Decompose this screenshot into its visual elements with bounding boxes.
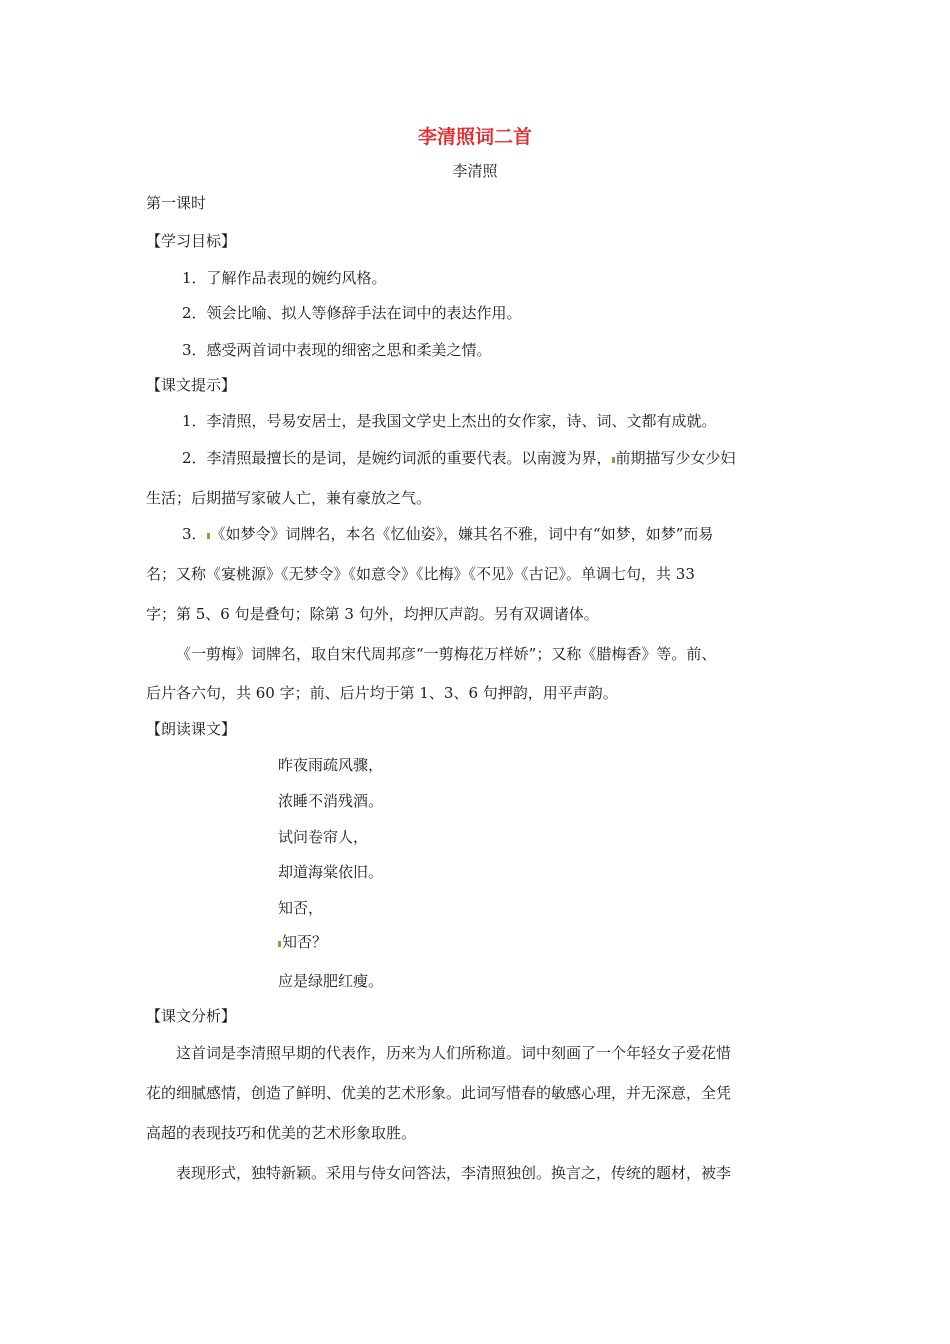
lesson-label: 第一课时 — [146, 194, 207, 212]
hint-paragraph-3-cont-2: 字；第 5、6 句是叠句；除第 3 句外，均押仄声韵。另有双调诸体。 — [146, 605, 599, 623]
hint-paragraph-3 — [182, 523, 713, 545]
poem-line-5: 知否， — [278, 899, 324, 917]
poem-line-7: 应是绿肥红瘦。 — [278, 972, 384, 990]
document-title: 李清照词二首 — [417, 126, 532, 148]
goal-item-1: 1．了解作品表现的婉约风格。 — [182, 269, 387, 287]
poem-line-4: 却道海棠依旧。 — [278, 863, 384, 881]
hint-paragraph-4: 《一剪梅》词牌名，取自宋代周邦彦“一剪梅花万样娇”；又称《腊梅香》等。前、 — [176, 645, 717, 663]
hint-paragraph-2 — [182, 447, 736, 469]
section-heading-goals: 【学习目标】 — [146, 232, 237, 250]
hint-paragraph-3-cont-1: 名；又称《宴桃源》《无梦令》《如意令》《比梅》《不见》《古记》。单调七句，共 33 — [146, 565, 695, 583]
goal-item-2: 2．领会比喻、拟人等修辞手法在词中的表达作用。 — [182, 304, 522, 322]
poem-line-6-text: 知否？ — [282, 933, 328, 951]
section-heading-read: 【朗读课文】 — [146, 720, 237, 738]
hint-paragraph-1: 1．李清照，号易安居士，是我国文学史上杰出的女作家，诗、词、文都有成就。 — [182, 412, 717, 430]
edit-mark — [278, 941, 281, 947]
hint-3-number: 3． — [182, 525, 207, 543]
hint-paragraph-2-cont: 生活；后期描写家破人亡，兼有豪放之气。 — [146, 489, 432, 507]
section-heading-analysis: 【课文分析】 — [146, 1007, 237, 1025]
edit-mark — [612, 457, 615, 463]
goal-item-3: 3．感受两首词中表现的细密之思和柔美之情。 — [182, 341, 492, 359]
poem-line-3: 试问卷帘人， — [278, 828, 369, 846]
hint-2-text-b: 前期描写少女少妇 — [615, 449, 736, 467]
analysis-line-2: 花的细腻感情，创造了鲜明、优美的艺术形象。此词写惜春的敏感心理，并无深意，全凭 — [146, 1084, 732, 1102]
analysis-line-1: 这首词是李清照早期的代表作，历来为人们所称道。词中刻画了一个年轻女子爱花惜 — [176, 1044, 732, 1062]
analysis-line-4: 表现形式，独特新颖。采用与侍女问答法，李清照独创。换言之，传统的题材，被李 — [176, 1164, 732, 1182]
analysis-line-3: 高超的表现技巧和优美的艺术形象取胜。 — [146, 1124, 417, 1142]
hint-3-text: 《如梦令》词牌名，本名《忆仙姿》，嫌其名不雅，词中有“如梦，如梦”而易 — [210, 525, 714, 543]
hint-2-text-a: 2．李清照最擅长的是词，是婉约词派的重要代表。以南渡为界， — [182, 449, 612, 467]
poem-line-2: 浓睡不消残酒。 — [278, 792, 384, 810]
section-heading-hints: 【课文提示】 — [146, 376, 237, 394]
poem-line-6 — [278, 931, 327, 953]
poem-line-1: 昨夜雨疏风骤， — [278, 756, 384, 774]
author-name: 李清照 — [452, 162, 498, 180]
hint-paragraph-4-cont: 后片各六句，共 60 字；前、后片均于第 1、3、6 句押韵，用平声韵。 — [146, 684, 618, 702]
edit-mark — [207, 533, 210, 539]
